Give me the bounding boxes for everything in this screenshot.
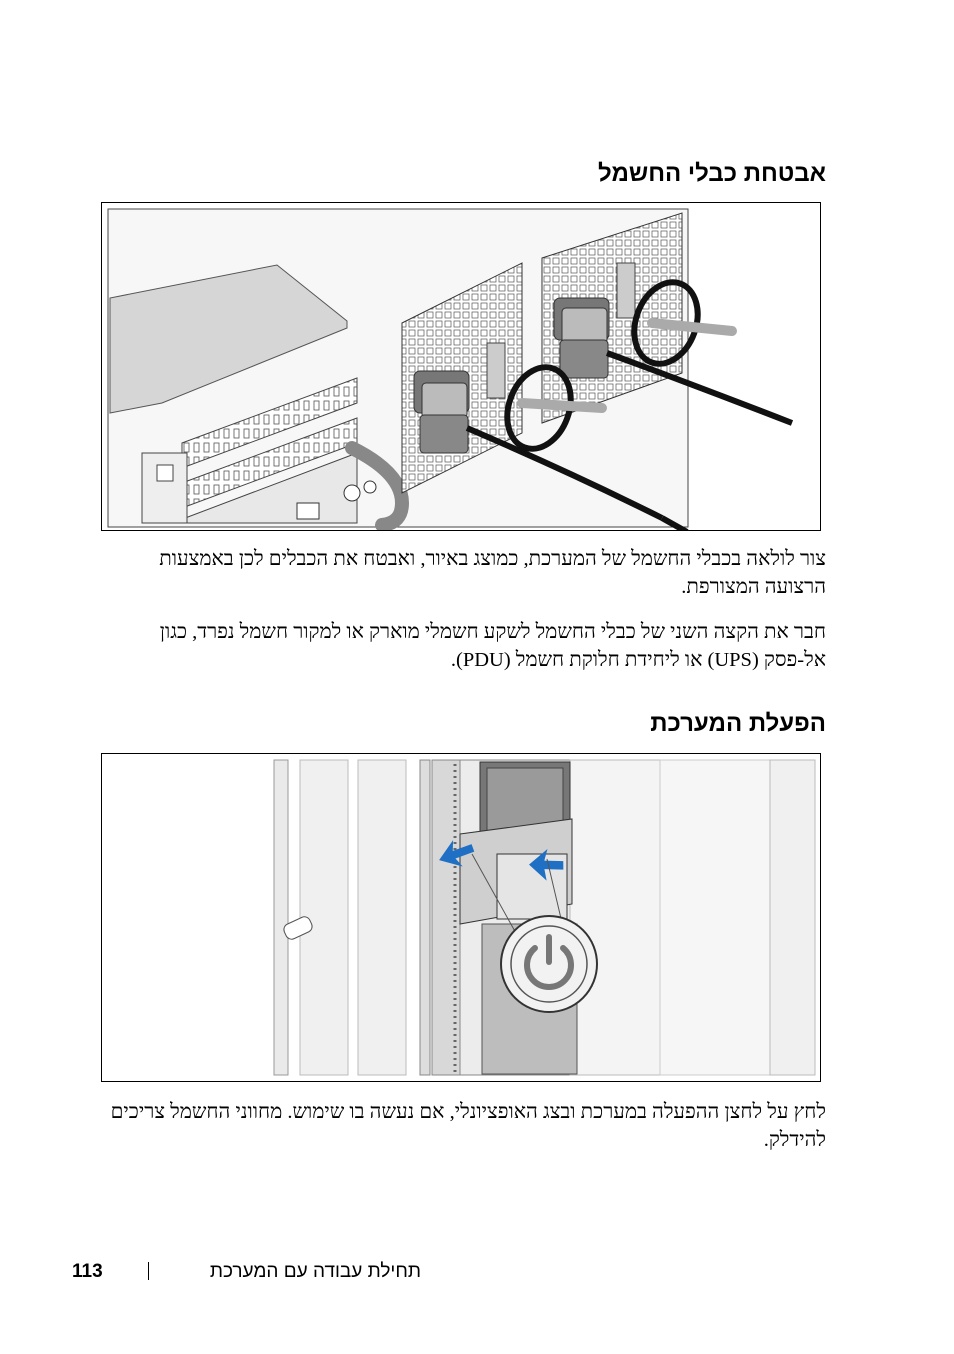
paragraph-press-power: לחץ על לחצן ההפעלה במערכת ובצג האופציונלי, אם נעשה בו שימוש. מחווני החשמל צריכים להידלק. bbox=[110, 1101, 826, 1151]
power-on-illustration bbox=[101, 753, 821, 1082]
power-cable-illustration bbox=[101, 202, 821, 531]
section-heading-turn-on: הפעלת המערכת bbox=[650, 710, 826, 737]
footer-divider bbox=[148, 1262, 149, 1280]
paragraph-connect-outlet: חבר את הקצה השני של כבלי החשמל לשקע חשמלי מוארק או למקור חשמל נפרד, כגון אל-פסק (UPS) או ליחידת חלוקת חשמל (PDU). bbox=[159, 621, 826, 671]
power-cable-drawing bbox=[102, 203, 821, 531]
page-number: 113 bbox=[72, 1261, 103, 1282]
section-heading-power-cables: אבטחת כבלי החשמל bbox=[598, 160, 826, 187]
power-on-drawing bbox=[102, 754, 821, 1082]
paragraph-loop-cables: צור לולאה בכבלי החשמל של המערכת, כמוצג באיור, ואבטח את הכבלים לכן באמצעות הרצועה המצורפת. bbox=[159, 548, 826, 598]
footer-chapter-title: תחילת עבודה עם המערכת bbox=[209, 1261, 421, 1282]
